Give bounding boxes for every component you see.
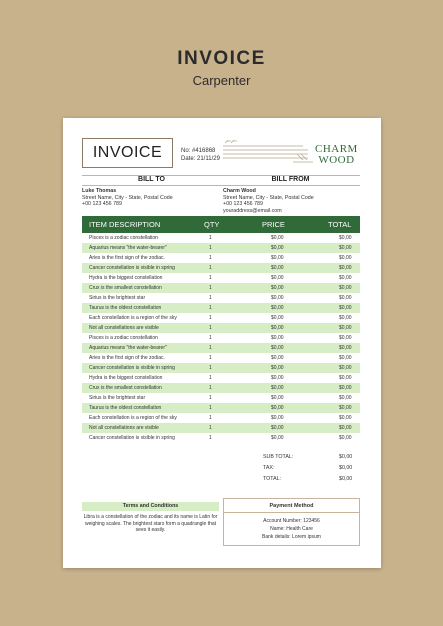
invoice-number: No: #416868 — [181, 148, 216, 154]
item-description: Aquarius means "the water-bearer" — [89, 245, 167, 251]
item-total: $0,00 — [339, 325, 352, 331]
item-qty: 1 — [209, 295, 212, 301]
table-row — [82, 333, 360, 343]
item-price: $0,00 — [271, 255, 284, 261]
bill-to-street: Street Name, City - State, Postal Code — [82, 194, 173, 201]
item-price: $0,00 — [271, 235, 284, 241]
bill-from-phone: +00 123 456 789 — [223, 201, 263, 207]
table-row — [82, 403, 360, 413]
table-row — [82, 433, 360, 443]
header-item-description: ITEM DESCRIPTION — [89, 220, 161, 229]
item-qty: 1 — [209, 435, 212, 441]
header-qty: QTY — [204, 220, 220, 229]
table-row — [82, 353, 360, 363]
item-description: Cancer constellation is visible in spring — [89, 365, 175, 371]
item-description: Aries is the first sign of the zodiac. — [89, 255, 165, 261]
subtotal-row — [263, 454, 363, 465]
bill-to-address — [82, 188, 173, 208]
item-description: Pisces is a zodiac constellation — [89, 335, 158, 341]
item-qty: 1 — [209, 245, 212, 251]
payment-name: Name: Health Care — [270, 526, 313, 532]
item-description: Each constellation is a region of the sky — [89, 415, 177, 421]
item-description: Crux is the smallest constellation — [89, 285, 162, 291]
item-price: $0,00 — [271, 395, 284, 401]
item-qty: 1 — [209, 375, 212, 381]
item-description: Sirius is the brightest star — [89, 295, 146, 301]
item-price: $0,00 — [271, 315, 284, 321]
item-total: $0,00 — [339, 265, 352, 271]
item-price: $0,00 — [271, 295, 284, 301]
item-price: $0,00 — [271, 285, 284, 291]
item-total: $0,00 — [339, 245, 352, 251]
item-qty: 1 — [209, 285, 212, 291]
table-row — [82, 243, 360, 253]
hero-subtitle: Carpenter — [192, 73, 251, 88]
item-price: $0,00 — [271, 325, 284, 331]
tax-row — [263, 465, 363, 476]
item-qty: 1 — [209, 265, 212, 271]
tax-value: $0,00 — [339, 465, 353, 471]
item-total: $0,00 — [339, 405, 352, 411]
table-row — [82, 263, 360, 273]
table-row — [82, 363, 360, 373]
item-price: $0,00 — [271, 355, 284, 361]
item-qty: 1 — [209, 415, 212, 421]
invoice-document — [63, 118, 381, 568]
item-description: Hydra is the biggest constellation — [89, 275, 163, 281]
hero-title: INVOICE — [177, 48, 266, 69]
item-qty: 1 — [209, 345, 212, 351]
table-row — [82, 343, 360, 353]
item-price: $0,00 — [271, 435, 284, 441]
item-qty: 1 — [209, 335, 212, 341]
table-header — [82, 216, 360, 233]
item-total: $0,00 — [339, 275, 352, 281]
item-qty: 1 — [209, 355, 212, 361]
payment-bank: Bank details: Lorem ipsum — [262, 534, 321, 540]
item-price: $0,00 — [271, 275, 284, 281]
item-price: $0,00 — [271, 385, 284, 391]
table-row — [82, 393, 360, 403]
bill-to-phone: +00 123 456 789 — [82, 201, 122, 207]
item-total: $0,00 — [339, 365, 352, 371]
item-price: $0,00 — [271, 305, 284, 311]
item-qty: 1 — [209, 425, 212, 431]
table-row — [82, 323, 360, 333]
table-body — [82, 233, 360, 443]
item-price: $0,00 — [271, 345, 284, 351]
item-qty: 1 — [209, 305, 212, 311]
item-qty: 1 — [209, 405, 212, 411]
item-total: $0,00 — [339, 295, 352, 301]
item-description: Sirius is the brightest star — [89, 395, 146, 401]
item-description: Aries is the first sign of the zodiac. — [89, 355, 165, 361]
bill-to-heading: BILL TO — [138, 176, 165, 183]
table-row — [82, 303, 360, 313]
terms-text: Libra is a constellation of the zodiac and its name is Latin for weighing scales. The brightest stars form a quadrangle that sees it easily. — [83, 514, 218, 533]
item-qty: 1 — [209, 315, 212, 321]
table-row — [82, 293, 360, 303]
item-total: $0,00 — [339, 285, 352, 291]
table-row — [82, 253, 360, 263]
decorative-lines-icon — [223, 140, 313, 164]
payment-method-box — [223, 498, 360, 546]
total-value: $0,00 — [339, 476, 353, 482]
item-total: $0,00 — [339, 385, 352, 391]
invoice-meta — [181, 147, 220, 163]
bill-from-email: youraddress@email.com — [223, 207, 282, 214]
item-total: $0,00 — [339, 375, 352, 381]
item-price: $0,00 — [271, 425, 284, 431]
item-price: $0,00 — [271, 375, 284, 381]
item-price: $0,00 — [271, 415, 284, 421]
item-qty: 1 — [209, 275, 212, 281]
page-hero — [0, 48, 443, 88]
brand-logo — [315, 144, 358, 166]
bill-from-street: Street Name, City - State, Postal Code — [223, 194, 314, 201]
payment-details — [224, 513, 359, 541]
total-row — [263, 476, 363, 487]
item-total: $0,00 — [339, 415, 352, 421]
item-description: Aquarius means "the water-bearer" — [89, 345, 167, 351]
item-total: $0,00 — [339, 345, 352, 351]
table-row — [82, 413, 360, 423]
table-row — [82, 313, 360, 323]
item-qty: 1 — [209, 395, 212, 401]
item-total: $0,00 — [339, 305, 352, 311]
payment-account: Account Number: 123456 — [263, 518, 320, 524]
item-total: $0,00 — [339, 235, 352, 241]
invoice-title: INVOICE — [82, 138, 173, 168]
invoice-date: Date: 21/11/29 — [181, 156, 220, 162]
item-price: $0,00 — [271, 365, 284, 371]
item-total: $0,00 — [339, 355, 352, 361]
table-row — [82, 273, 360, 283]
item-total: $0,00 — [339, 255, 352, 261]
item-qty: 1 — [209, 235, 212, 241]
item-description: Not all constellations are visible — [89, 325, 159, 331]
item-total: $0,00 — [339, 435, 352, 441]
item-description: Crux is the smallest constellation — [89, 385, 162, 391]
item-description: Pisces is a zodiac constellation — [89, 235, 158, 241]
item-qty: 1 — [209, 325, 212, 331]
item-description: Taurus is the oldest constellation — [89, 405, 162, 411]
item-qty: 1 — [209, 385, 212, 391]
item-price: $0,00 — [271, 265, 284, 271]
item-description: Cancer constellation is visible in spring — [89, 435, 175, 441]
item-description: Hydra is the biggest constellation — [89, 375, 163, 381]
table-row — [82, 283, 360, 293]
logo-line-2: WOOD — [318, 154, 355, 166]
table-row — [82, 383, 360, 393]
item-price: $0,00 — [271, 405, 284, 411]
table-row — [82, 233, 360, 243]
header-price: PRICE — [262, 220, 285, 229]
subtotal-label: SUB TOTAL: — [263, 454, 294, 460]
items-table — [82, 216, 360, 443]
item-description: Not all constellations are visible — [89, 425, 159, 431]
item-qty: 1 — [209, 255, 212, 261]
item-price: $0,00 — [271, 245, 284, 251]
item-description: Each constellation is a region of the sky — [89, 315, 177, 321]
terms-heading: Terms and Conditions — [82, 502, 219, 511]
item-description: Cancer constellation is visible in spring — [89, 265, 175, 271]
item-description: Taurus is the oldest constellation — [89, 305, 162, 311]
item-total: $0,00 — [339, 395, 352, 401]
item-qty: 1 — [209, 365, 212, 371]
table-row — [82, 423, 360, 433]
bill-from-address — [223, 188, 314, 214]
table-row — [82, 373, 360, 383]
bill-to-name: Luke Thomas — [82, 188, 117, 194]
divider — [82, 185, 360, 186]
item-total: $0,00 — [339, 335, 352, 341]
bill-from-name: Charm Wood — [223, 188, 256, 194]
item-total: $0,00 — [339, 315, 352, 321]
subtotal-value: $0,00 — [339, 454, 353, 460]
total-label: TOTAL: — [263, 476, 282, 482]
header-total: TOTAL — [328, 220, 352, 229]
totals-block — [263, 454, 363, 487]
payment-heading: Payment Method — [224, 499, 359, 513]
item-total: $0,00 — [339, 425, 352, 431]
bill-from-heading: BILL FROM — [271, 176, 310, 183]
item-price: $0,00 — [271, 335, 284, 341]
tax-label: TAX: — [263, 465, 275, 471]
logo-line-1: CHARM — [315, 143, 358, 155]
